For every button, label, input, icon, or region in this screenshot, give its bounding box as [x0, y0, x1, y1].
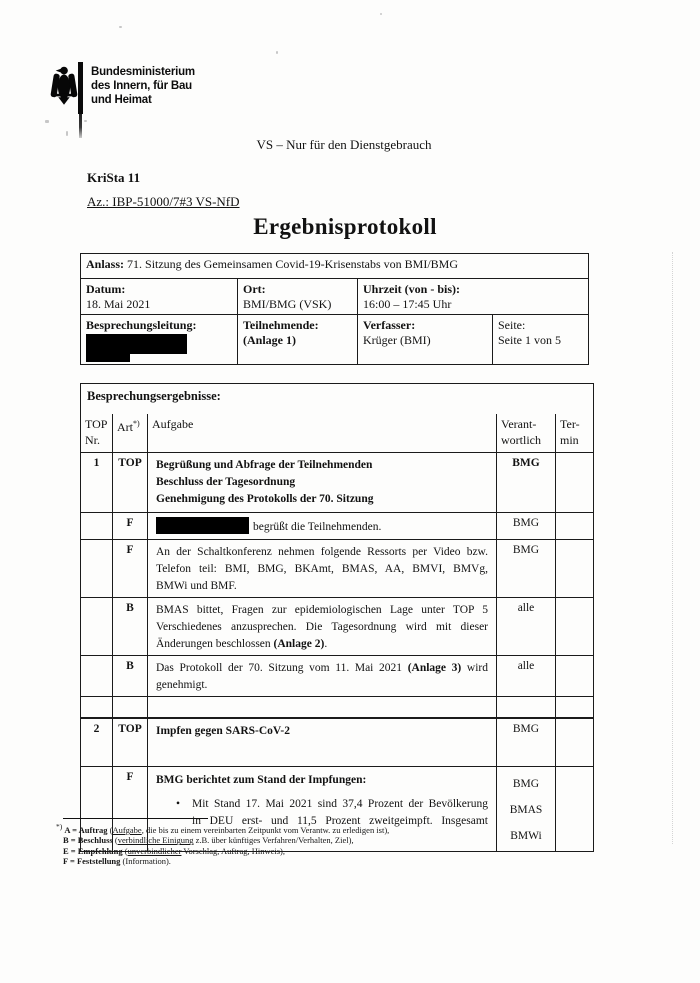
footnote-underlined: unverbindlicher: [127, 845, 182, 856]
meta-row-datum-ort-uhrzeit: [81, 279, 589, 315]
ministry-name-line3: und Heimat: [91, 94, 152, 106]
responsible: BMAS: [509, 804, 543, 816]
task-heading: BMG berichtet zum Stand der Impfungen:: [156, 774, 367, 786]
bullet-icon: •: [176, 798, 181, 810]
art-type: B: [113, 598, 148, 656]
anlass-value: 71. Sitzung des Gemeinsamen Covid-19-Krisenstabs von BMI/BMG: [124, 257, 458, 271]
table-row-empty: [81, 697, 594, 719]
footnote-text: (: [107, 824, 113, 835]
task-line: Beschluss der Tagesordnung: [156, 476, 296, 488]
task-segment: Das Protokoll der 70. Sitzung vom 11. Mai 2021: [156, 662, 408, 674]
art-type: F: [113, 767, 148, 852]
table-row-top1: [81, 453, 594, 513]
table-row-f-conference: [81, 540, 594, 598]
logo-divider-bar-tail: [79, 114, 82, 138]
header-termin-2: min: [560, 433, 579, 447]
task-segment: .: [324, 638, 328, 650]
task-cell: [148, 540, 497, 598]
responsible: alle: [497, 656, 556, 697]
federal-eagle-icon: [50, 62, 78, 108]
redaction-box: [86, 354, 130, 362]
redaction-box: [156, 517, 249, 534]
ministry-logo: [50, 62, 195, 108]
responsible: BMG: [497, 453, 556, 513]
header-top: TOP: [85, 417, 108, 431]
header-verantwortlich-2: wortlich: [501, 433, 541, 447]
termin-cell: [556, 718, 594, 767]
org-unit: KriSta 11: [87, 170, 141, 185]
termin-cell: [556, 540, 594, 598]
responsible: BMG: [497, 718, 556, 767]
responsible: BMG: [497, 513, 556, 540]
art-type: B: [113, 656, 148, 697]
verfasser-label: Verfasser:: [363, 318, 416, 332]
task-line: genehmigt.: [156, 679, 208, 691]
task-line: begrüßt die Teilnehmenden.: [253, 521, 382, 533]
task-segment-bold: (Anlage 2): [273, 638, 325, 650]
task-cell: [148, 656, 497, 697]
uhrzeit-value: 16:00 – 17:45 Uhr: [363, 297, 452, 311]
art-type: TOP: [113, 718, 148, 767]
scan-speck: [66, 131, 68, 136]
task-line: Genehmigung des Protokolls der 70. Sitzung: [156, 493, 374, 505]
ort-value: BMI/BMG (VSK): [243, 297, 332, 311]
table-row-f-greeting: [81, 513, 594, 540]
task-cell: [148, 718, 497, 767]
footnote-text: , die bis zu einem vereinbarten Zeitpunkt vom Verantw. zu erledigen ist),: [141, 824, 390, 835]
header-art-footnote-marker: *): [133, 419, 140, 428]
top-nr: 1: [81, 453, 113, 513]
responsible: alle: [497, 598, 556, 656]
scan-speck: [45, 120, 49, 123]
table-row-b-protocol: [81, 656, 594, 697]
task-line: An der Schaltkonferenz nehmen folgende Ressorts per Video bzw.: [156, 546, 488, 558]
ort-label: Ort:: [243, 282, 266, 296]
footnote-underlined: verbindliche Einigung: [117, 835, 194, 846]
table-row-b-agenda: [81, 598, 594, 656]
meta-row-leitung: [81, 315, 589, 365]
task-cell: [148, 598, 497, 656]
classification-line: VS – Nur für den Dienstgebrauch: [256, 137, 432, 152]
ministry-name: [91, 65, 241, 107]
task-segment: Änderungen beschlossen: [156, 638, 274, 650]
termin-cell: [556, 656, 594, 697]
task-line: BMAS bittet, Fragen zur epidemiologischen Lage unter TOP 5: [156, 604, 488, 616]
uhrzeit-label: Uhrzeit (von - bis):: [363, 282, 460, 296]
task-segment-bold: (Anlage 3): [407, 662, 462, 674]
results-caption: Besprechungsergebnisse:: [81, 384, 594, 415]
footnote-text: z.B. über künftiges Verfahren/Verhalten, Ziel),: [193, 835, 354, 846]
scan-speck: [84, 120, 87, 122]
footnote: [56, 818, 583, 867]
footnote-text: (Information).: [120, 856, 171, 867]
task-line: Mit Stand 17. Mai 2021 sind 37,4 Prozent der Bevölkerung: [192, 798, 488, 810]
ministry-name-line2: des Innern, für Bau: [91, 80, 192, 92]
responsible: BMG: [497, 540, 556, 598]
header-aufgabe: Aufgabe: [152, 417, 194, 431]
leitung-label: Besprechungsleitung:: [86, 318, 197, 332]
task-line: Impfen gegen SARS-CoV-2: [156, 725, 290, 737]
footnote-term: A = Auftrag: [64, 824, 108, 835]
task-line: in DEU erst- und 11,5 Prozent zweitgeimpft. Insgesamt: [192, 815, 488, 827]
results-table: [80, 383, 594, 852]
top-nr: 2: [81, 718, 113, 767]
logo-divider-bar: [78, 62, 83, 114]
footnote-line-a: [56, 822, 583, 835]
scan-speck: [380, 13, 382, 15]
footnote-line-e: [63, 846, 583, 857]
termin-cell: [556, 453, 594, 513]
redaction-box: [86, 334, 187, 354]
header-termin-1: Ter-: [560, 417, 580, 431]
header-nr: Nr.: [85, 433, 100, 447]
datum-value: 18. Mai 2021: [86, 297, 151, 311]
task-line: Verschiedenes anzusprechen. Die Tagesordnung wird mit dieser: [156, 621, 488, 633]
task-cell: [148, 513, 497, 540]
results-caption-row: [81, 384, 594, 415]
responsible: BMG: [512, 778, 540, 790]
scan-speck: [119, 26, 122, 28]
scan-speck: [276, 51, 278, 54]
responsible: BMWi: [510, 830, 542, 842]
task-segment: wird: [461, 662, 488, 674]
document-title: Ergebnisprotokoll: [253, 214, 437, 239]
seite-value: Seite 1 von 5: [498, 333, 561, 347]
task-line: BMWi und BMF.: [156, 580, 237, 592]
header-art: Art: [117, 420, 133, 434]
footnote-text: Vorschlag, Auftrag, Hinweis),: [181, 845, 285, 856]
footnote-divider: [63, 818, 208, 819]
file-reference: Az.: IBP-51000/7#3 VS-NfD: [87, 194, 240, 209]
table-row-top2: [81, 718, 594, 767]
meta-row-anlass: [81, 254, 589, 279]
seite-label: Seite:: [498, 318, 526, 332]
termin-cell: [556, 598, 594, 656]
task-line: [156, 636, 488, 653]
task-line: Begrüßung und Abfrage der Teilnehmenden: [156, 459, 373, 471]
datum-label: Datum:: [86, 282, 126, 296]
footnote-line-f: [63, 856, 583, 867]
footnote-underlined: Aufgabe: [112, 824, 142, 835]
meta-table: [80, 253, 589, 365]
footnote-marker: *): [56, 822, 63, 831]
task-cell: [148, 453, 497, 513]
footnote-line-b: [63, 835, 583, 846]
art-type: F: [113, 513, 148, 540]
teilnehmende-value: (Anlage 1): [243, 333, 296, 347]
footnote-text: (: [112, 835, 118, 846]
footnote-term: B = Beschluss: [63, 835, 113, 846]
footnote-text: (: [122, 845, 128, 856]
results-header-row: [81, 414, 594, 453]
task-line: Telefon teil: BMI, BMG, BKAmt, BMAS, AA, BMVI, BMVg,: [156, 563, 488, 575]
termin-cell: [556, 513, 594, 540]
ministry-name-line1: Bundesministerium: [91, 66, 195, 78]
teilnehmende-label: Teilnehmende:: [243, 318, 319, 332]
task-line: [156, 660, 488, 677]
verfasser-value: Krüger (BMI): [363, 333, 431, 347]
art-type: TOP: [113, 453, 148, 513]
footnote-term: E = Empfehlung: [63, 845, 123, 856]
anlass-label: Anlass:: [86, 257, 125, 271]
footnote-term: F = Feststellung: [63, 856, 121, 867]
art-type: F: [113, 540, 148, 598]
header-verantwortlich-1: Verant-: [501, 417, 537, 431]
scan-artifact-line: [672, 252, 673, 844]
